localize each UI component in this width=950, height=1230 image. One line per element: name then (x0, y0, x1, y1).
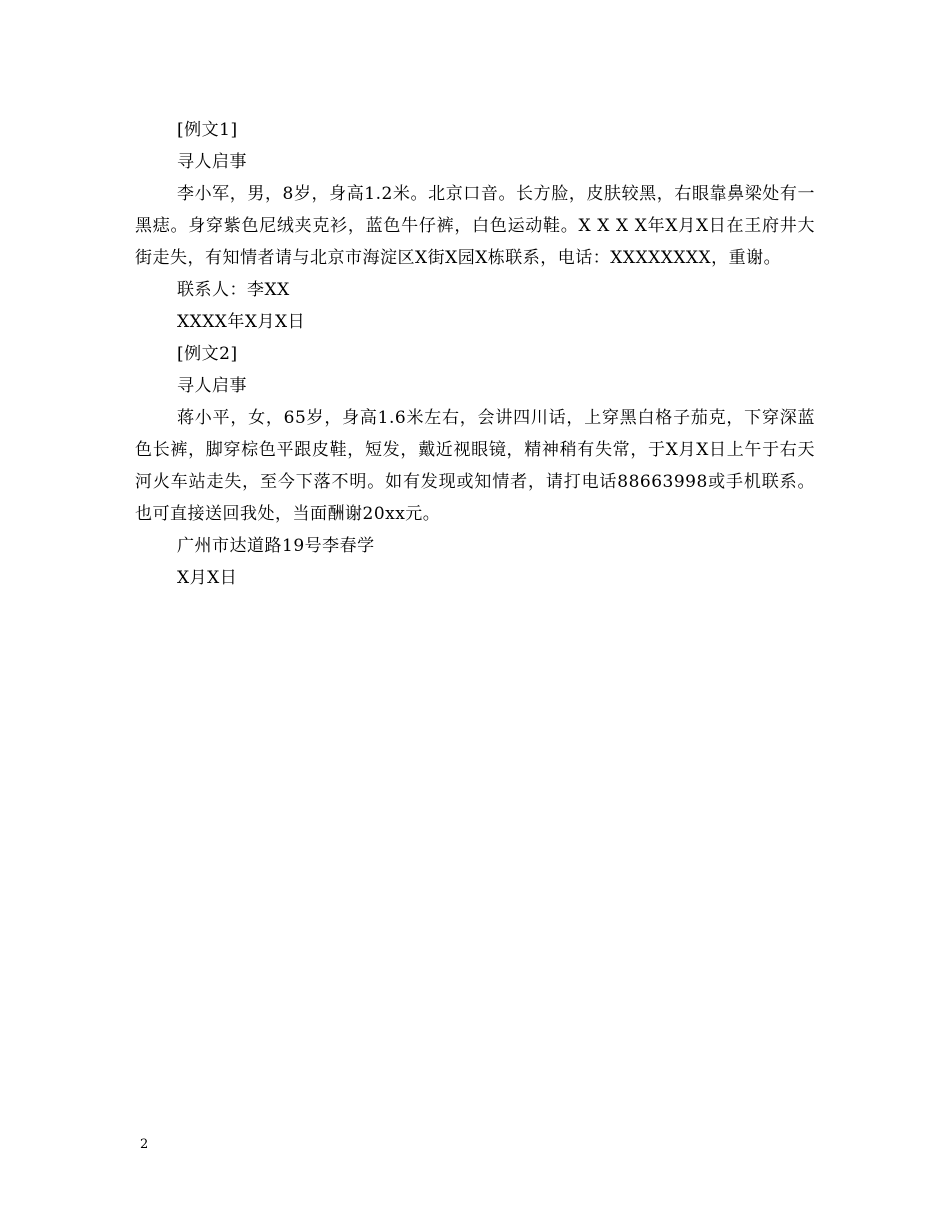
example-1-date: XXXX年X月X日 (177, 312, 306, 332)
example-2-date: X月X日 (177, 568, 238, 588)
example-1-title: 寻人启事 (177, 152, 247, 172)
document-body (135, 114, 815, 594)
example-1-contact: 联系人：李XX (177, 280, 290, 300)
example-2-heading: [例文2] (177, 344, 238, 364)
example-1-body: 李小军，男，8岁，身高1.2米。北京口音。长方脸，皮肤较黑，右眼靠鼻梁处有一黑痣。身穿紫色尼绒夹克衫，蓝色牛仔裤，白色运动鞋。X X X X年X月X日在王府井大街走失，有知情者请与北京市海淀区X街X园X栋联系，电话：XXXXXXXX，重谢。 (135, 184, 815, 268)
page-number: 2 (140, 1137, 149, 1152)
example-2-body: 蒋小平，女，65岁，身高1.6米左右，会讲四川话，上穿黑白格子茄克，下穿深蓝色长裤，脚穿棕色平跟皮鞋，短发，戴近视眼镜，精神稍有失常，于X月X日上午于右天河火车站走失，至今下落不明。如有发现或知情者，请打电话88663998或手机联系。也可直接送回我处，当面酬谢20xx元。 (135, 408, 815, 524)
example-1-heading: [例文1] (177, 120, 238, 140)
example-2-address: 广州市达道路19号李春学 (177, 536, 375, 556)
example-2-title: 寻人启事 (177, 376, 247, 396)
